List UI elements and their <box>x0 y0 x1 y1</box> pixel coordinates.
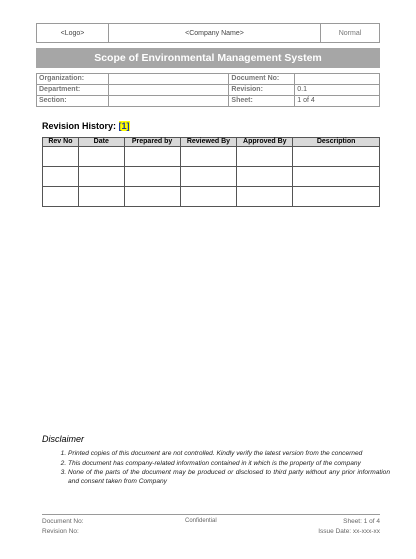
table-cell <box>124 167 180 187</box>
table-cell <box>180 187 237 207</box>
disclaimer-item: 1. Printed copies of this document are not controlled. Kindly verify the latest version from the concerned <box>68 450 390 459</box>
table-cell <box>237 147 293 167</box>
table-cell <box>293 187 380 207</box>
footer-document-no: Document No: <box>42 518 84 525</box>
revision-value: 0.1 <box>295 85 380 96</box>
column-header-date: Date <box>78 138 124 147</box>
footer-revision-no: Revision No: <box>42 528 79 535</box>
disclaimer-title: Disclaimer <box>42 434 85 444</box>
column-header-description: Description <box>293 138 380 147</box>
column-header-prepared-by: Prepared by <box>124 138 180 147</box>
department-value <box>108 85 229 96</box>
company-name: <Company Name> <box>109 24 321 42</box>
document-no-label: Document No: <box>229 74 295 85</box>
info-row-section <box>37 96 380 107</box>
column-header-reviewed-by: Reviewed By <box>180 138 237 147</box>
info-row-organization <box>37 74 380 85</box>
footer-classification: Confidential <box>185 518 217 524</box>
organization-label: Organization: <box>37 74 109 85</box>
sheet-label: Sheet: <box>229 96 295 107</box>
table-cell <box>43 147 79 167</box>
table-cell <box>78 187 124 207</box>
department-label: Department: <box>37 85 109 96</box>
table-cell <box>43 167 79 187</box>
table-cell <box>78 147 124 167</box>
logo-placeholder: <Logo> <box>37 24 109 42</box>
footer-divider <box>42 514 380 515</box>
section-label: Section: <box>37 96 109 107</box>
footer-sheet: Sheet: 1 of 4 <box>343 518 380 525</box>
table-cell <box>180 167 237 187</box>
table-row <box>43 147 380 167</box>
info-row-department <box>37 85 380 96</box>
table-cell <box>237 187 293 207</box>
column-header-approved-by: Approved By <box>237 138 293 147</box>
disclaimer-list <box>56 450 390 487</box>
revision-label: Revision: <box>229 85 295 96</box>
table-cell <box>124 187 180 207</box>
table-cell <box>124 147 180 167</box>
table-cell <box>237 167 293 187</box>
document-title: Scope of Environmental Management System <box>36 48 380 68</box>
document-info-table <box>36 73 380 107</box>
footer-issue-date: Issue Date: xx-xxx-xx <box>318 528 380 535</box>
revision-history-label: Revision History: <box>42 121 119 131</box>
disclaimer-item: 3. None of the parts of the document may be produced or disclosed to third party without any prior information and consent taken from Company <box>68 469 390 486</box>
revision-table-header <box>43 138 380 147</box>
table-row <box>43 167 380 187</box>
column-header-rev-no: Rev No <box>43 138 79 147</box>
disclaimer-item: 2. This document has company-related information contained in it which is the property of the company <box>68 460 390 469</box>
table-cell <box>293 147 380 167</box>
table-cell <box>293 167 380 187</box>
document-header <box>36 23 380 43</box>
sheet-value: 1 of 4 <box>295 96 380 107</box>
organization-value <box>108 74 229 85</box>
section-value <box>108 96 229 107</box>
revision-history-title <box>42 121 130 131</box>
footnote-reference-link[interactable]: [1] <box>118 121 130 131</box>
table-cell <box>78 167 124 187</box>
revision-history-table <box>42 137 380 207</box>
document-status: Normal <box>338 29 362 37</box>
document-no-value <box>295 74 380 85</box>
table-cell <box>180 147 237 167</box>
table-row <box>43 187 380 207</box>
table-cell <box>43 187 79 207</box>
